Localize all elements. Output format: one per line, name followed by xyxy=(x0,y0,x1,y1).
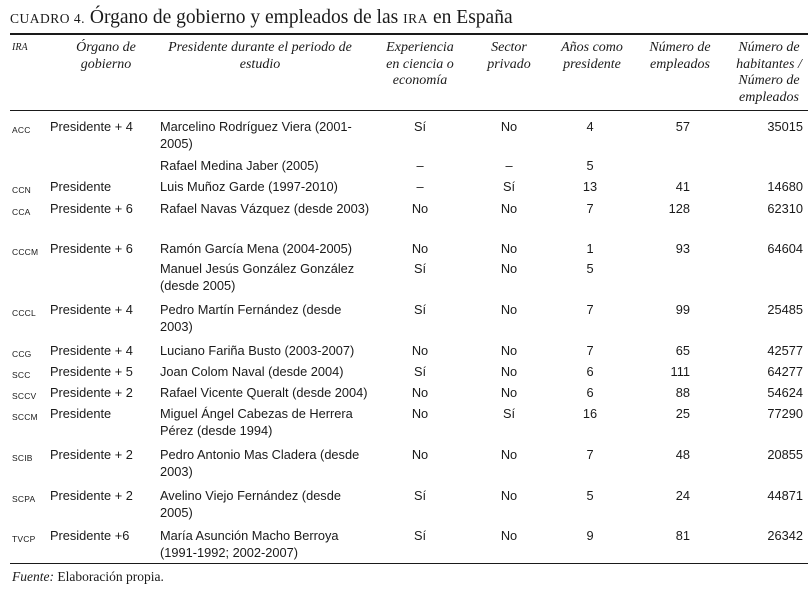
empleados-cell: 48 xyxy=(675,447,690,462)
header-empleados: Número de empleados xyxy=(649,40,711,72)
organo-cell: Presidente xyxy=(50,179,112,194)
habitantes-cell: 25485 xyxy=(767,302,803,317)
header-anos: Años como presidente xyxy=(561,40,623,72)
header-experiencia: Experiencia en ciencia o economía xyxy=(386,40,454,88)
sector-cell: Sí xyxy=(502,406,516,421)
habitantes-cell: 54624 xyxy=(767,385,803,400)
organo-cell: Presidente + 2 xyxy=(50,488,133,503)
sector-cell: No xyxy=(500,261,518,276)
habitantes-cell: 35015 xyxy=(767,119,803,134)
organo-cell: Presidente + 4 xyxy=(50,343,133,358)
experiencia-cell: Sí xyxy=(413,528,427,543)
sector-cell: No xyxy=(500,119,518,134)
anos-cell: 6 xyxy=(586,364,594,379)
ira-cell: SCPA xyxy=(12,494,36,504)
organo-cell: Presidente + 6 xyxy=(50,201,133,216)
presidente-cell: Pedro Antonio Mas Cladera (desde 2003) xyxy=(160,447,360,479)
organo-cell: Presidente +6 xyxy=(50,528,130,543)
presidente-cell: Manuel Jesús González González (desde 2005) xyxy=(160,261,355,293)
habitantes-cell: 77290 xyxy=(767,406,803,421)
ira-cell: SCIB xyxy=(12,453,33,463)
header-rule xyxy=(10,110,808,111)
empleados-cell: 93 xyxy=(675,241,690,256)
presidente-cell: Rafael Navas Vázquez (desde 2003) xyxy=(160,201,370,216)
organo-cell: Presidente + 2 xyxy=(50,385,133,400)
footer-label: Fuente: xyxy=(12,569,54,584)
sector-cell: No xyxy=(500,447,518,462)
presidente-cell: Ramón García Mena (2004-2005) xyxy=(160,241,353,256)
presidente-cell: María Asunción Macho Berroya (1991-1992; 2002-2007) xyxy=(160,528,339,560)
empleados-cell: 65 xyxy=(675,343,690,358)
ira-cell: SCCV xyxy=(12,391,37,401)
ira-cell: CCN xyxy=(12,185,32,195)
header-habitantes: Número de habitantes / Número de empleados xyxy=(736,40,802,105)
empleados-cell: 81 xyxy=(675,528,690,543)
organo-cell: Presidente + 4 xyxy=(50,302,133,317)
empleados-cell: 24 xyxy=(675,488,690,503)
presidente-cell: Pedro Martín Fernández (desde 2003) xyxy=(160,302,342,334)
sector-cell: No xyxy=(500,201,518,216)
empleados-cell: 99 xyxy=(675,302,690,317)
presidente-cell: Avelino Viejo Fernández (desde 2005) xyxy=(160,488,341,520)
empleados-cell: 88 xyxy=(675,385,690,400)
ira-cell: CCA xyxy=(12,207,31,217)
anos-cell: 5 xyxy=(586,261,594,276)
experiencia-cell: No xyxy=(411,385,429,400)
experiencia-cell: No xyxy=(411,201,429,216)
presidente-cell: Luis Muñoz Garde (1997-2010) xyxy=(160,179,338,194)
sector-cell: No xyxy=(500,385,518,400)
ira-cell: CCG xyxy=(12,349,32,359)
presidente-cell: Miguel Ángel Cabezas de Herrera Pérez (desde 1994) xyxy=(160,406,353,438)
experiencia-cell: Sí xyxy=(413,364,427,379)
table-label: CUADRO 4. xyxy=(10,11,86,26)
habitantes-cell: 20855 xyxy=(767,447,803,462)
empleados-cell: 41 xyxy=(675,179,690,194)
header-ira: IRA xyxy=(12,42,28,53)
anos-cell: 16 xyxy=(582,406,598,421)
presidente-cell: Joan Colom Naval (desde 2004) xyxy=(160,364,344,379)
title-text-before: Órgano de gobierno y empleados de las xyxy=(89,7,404,28)
anos-cell: 7 xyxy=(586,343,594,358)
experiencia-cell: – xyxy=(416,158,424,173)
title-text-after: en España xyxy=(428,7,513,28)
anos-cell: 7 xyxy=(586,302,594,317)
presidente-cell: Marcelino Rodríguez Viera (2001-2005) xyxy=(160,119,352,151)
ira-cell: TVCP xyxy=(12,534,36,544)
anos-cell: 5 xyxy=(586,488,594,503)
table-title xyxy=(10,7,513,29)
empleados-cell: 111 xyxy=(670,364,690,379)
experiencia-cell: No xyxy=(411,343,429,358)
anos-cell: 13 xyxy=(582,179,598,194)
top-rule xyxy=(10,33,808,35)
experiencia-cell: No xyxy=(411,241,429,256)
organo-cell: Presidente xyxy=(50,406,112,421)
anos-cell: 7 xyxy=(586,201,594,216)
header-sector: Sector privado xyxy=(487,40,531,72)
ira-cell: CCCL xyxy=(12,308,36,318)
empleados-cell: 57 xyxy=(675,119,690,134)
habitantes-cell: 42577 xyxy=(767,343,803,358)
experiencia-cell: Sí xyxy=(413,302,427,317)
bottom-rule xyxy=(10,563,808,564)
ira-cell: SCCM xyxy=(12,412,38,422)
empleados-cell: 128 xyxy=(668,201,690,216)
experiencia-cell: Sí xyxy=(413,119,427,134)
anos-cell: 6 xyxy=(586,385,594,400)
experiencia-cell: Sí xyxy=(413,488,427,503)
habitantes-cell: 44871 xyxy=(767,488,803,503)
anos-cell: 4 xyxy=(586,119,594,134)
presidente-cell: Luciano Fariña Busto (2003-2007) xyxy=(160,343,355,358)
anos-cell: 9 xyxy=(586,528,594,543)
sector-cell: No xyxy=(500,528,518,543)
organo-cell: Presidente + 6 xyxy=(50,241,133,256)
habitantes-cell: 14680 xyxy=(767,179,803,194)
header-presidente: Presidente durante el periodo de estudio xyxy=(168,40,352,72)
sector-cell: No xyxy=(500,364,518,379)
sector-cell: – xyxy=(505,158,513,173)
footer-note xyxy=(12,569,164,585)
header-organo: Órgano de gobierno xyxy=(76,40,136,72)
ira-cell: CCCM xyxy=(12,247,39,257)
habitantes-cell: 62310 xyxy=(767,201,803,216)
ira-cell: ACC xyxy=(12,125,31,135)
habitantes-cell: 26342 xyxy=(767,528,803,543)
sector-cell: Sí xyxy=(502,179,516,194)
empleados-cell: 25 xyxy=(675,406,690,421)
organo-cell: Presidente + 2 xyxy=(50,447,133,462)
title-abbr: IRA xyxy=(403,11,429,26)
organo-cell: Presidente + 4 xyxy=(50,119,133,134)
presidente-cell: Rafael Medina Jaber (2005) xyxy=(160,158,319,173)
sector-cell: No xyxy=(500,302,518,317)
footer-text: Elaboración propia. xyxy=(57,569,164,584)
experiencia-cell: No xyxy=(411,447,429,462)
anos-cell: 1 xyxy=(586,241,594,256)
anos-cell: 7 xyxy=(586,447,594,462)
ira-cell: SCC xyxy=(12,370,31,380)
habitantes-cell: 64604 xyxy=(767,241,803,256)
sector-cell: No xyxy=(500,488,518,503)
experiencia-cell: No xyxy=(411,406,429,421)
experiencia-cell: Sí xyxy=(413,261,427,276)
presidente-cell: Rafael Vicente Queralt (desde 2004) xyxy=(160,385,368,400)
anos-cell: 5 xyxy=(586,158,594,173)
habitantes-cell: 64277 xyxy=(767,364,803,379)
sector-cell: No xyxy=(500,343,518,358)
sector-cell: No xyxy=(500,241,518,256)
experiencia-cell: – xyxy=(416,179,424,194)
organo-cell: Presidente + 5 xyxy=(50,364,133,379)
